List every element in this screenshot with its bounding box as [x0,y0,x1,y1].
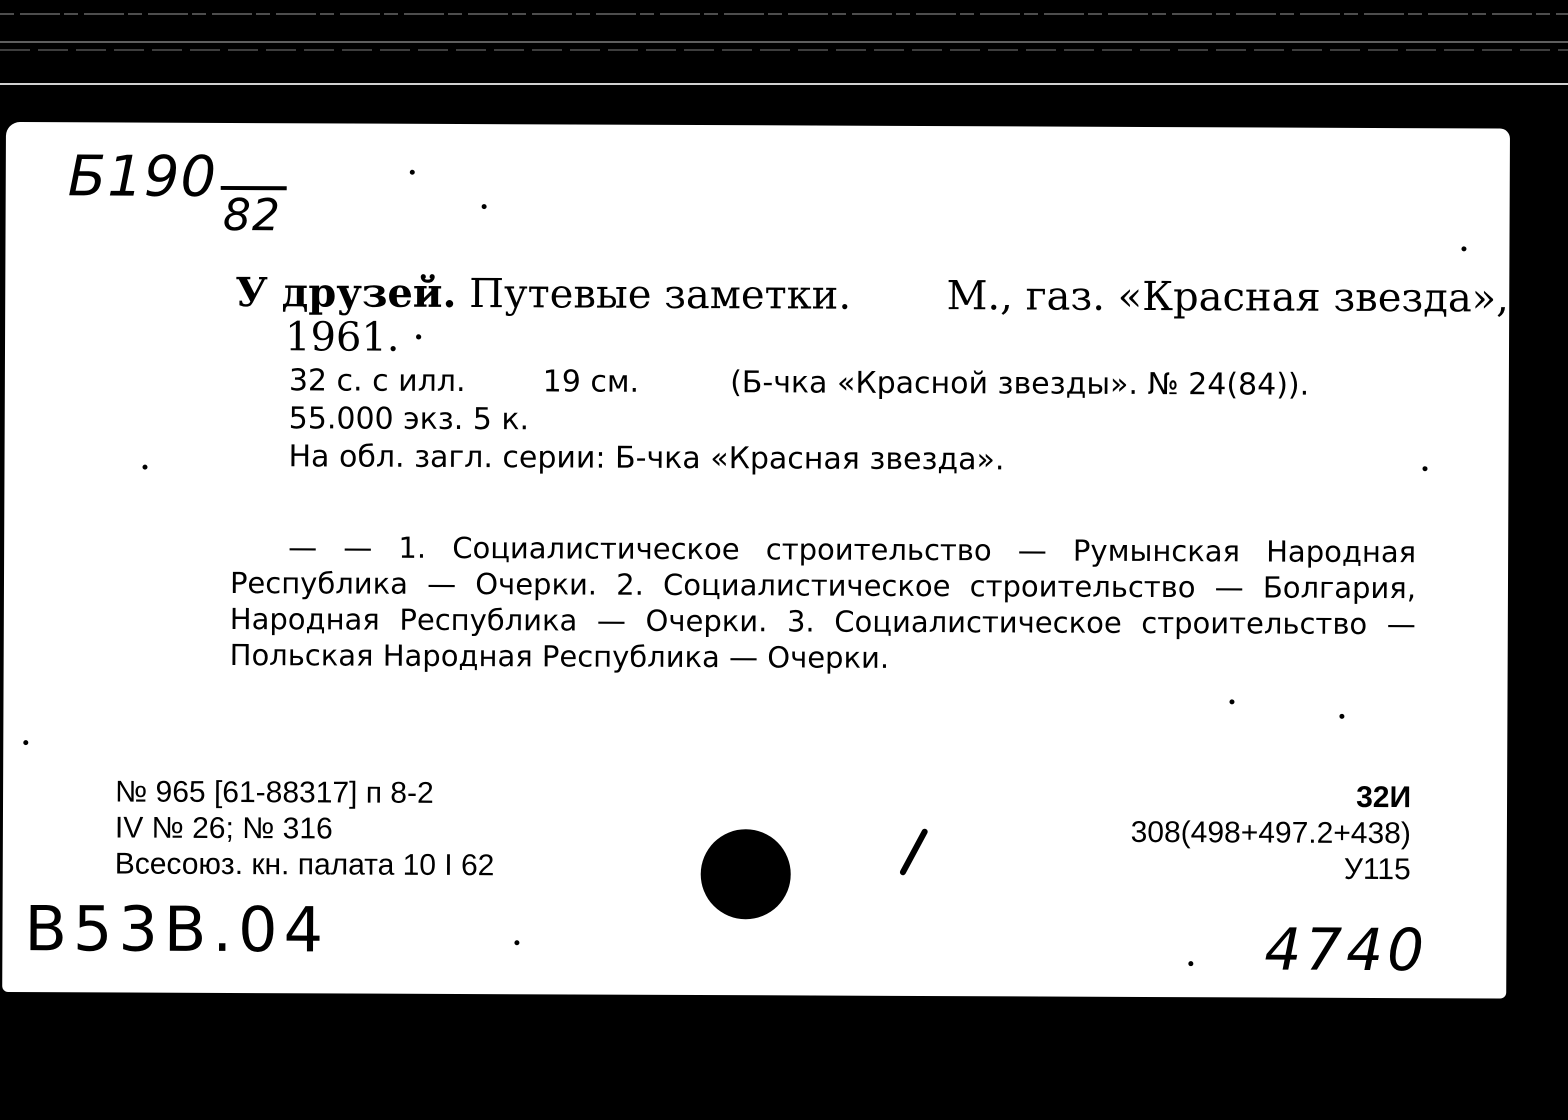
footer-right-line-1: 32И [1356,780,1412,815]
footer-right-line-2: 308(498+497.2+438) [1130,815,1411,851]
scan-speck [482,204,487,209]
scan-speck [142,465,147,470]
desc-row-1 [289,363,1439,406]
publisher: М., газ. «Красная звезда», [946,273,1510,322]
footer-right [1130,779,1411,888]
title-rest: Путевые заметки. [469,271,852,319]
desc-series: (Б-чка «Красной звезды». № 24(84)). [730,365,1310,403]
desc-size: 19 см. [542,364,640,400]
scan-speck [1188,961,1193,966]
handwritten-bottom-left-code: B53B.04 [24,892,330,967]
subject-headings: — — 1. Социалистическое строительство — Румынская Народная Республика — Очерки. 2. Социалистическое строительство — Болгария, Народная Республика — Очерки. 3. Социалистическое строительство — Польская Народная Республика — Очерки. [229,530,1417,675]
desc-copies: 55.000 экз. 5 к. [288,401,530,438]
scan-speck [1229,699,1234,704]
scan-speck [23,740,28,745]
desc-pages: 32 с. с илл. [288,363,466,400]
title-block [235,269,1510,364]
footer-left-line-2: IV № 26; № 316 [114,811,333,846]
physical-description [288,363,1438,482]
scan-speck [410,170,415,175]
title-line [235,269,1510,322]
punch-hole [701,829,791,919]
handwritten-shelf-code [67,144,281,241]
handwritten-bottom-right-code: 4740 [1264,915,1429,985]
footer-left-line-1: № 965 [61-88317] п 8-2 [115,775,434,810]
scan-border-lines [0,0,1568,90]
footer-right-line-3: У115 [1343,852,1411,887]
scan-speck [1461,246,1466,251]
library-card [2,122,1510,999]
scan-speck [1422,466,1427,471]
footer-left-line-3: Всесоюз. кн. палата 10 I 62 [114,847,495,883]
scan-speck [514,940,519,945]
footer-left [115,774,495,884]
shelf-code-sub: 82 [222,189,282,242]
publication-year: 1961. · [284,314,426,361]
shelf-code-main: Б190 [67,144,218,210]
desc-note: На обл. загл. серии: Б-чка «Красная звезда». [288,439,1005,478]
title-bold: У друзей. [235,269,457,317]
scan-speck [1339,714,1344,719]
pen-mark [899,828,929,877]
